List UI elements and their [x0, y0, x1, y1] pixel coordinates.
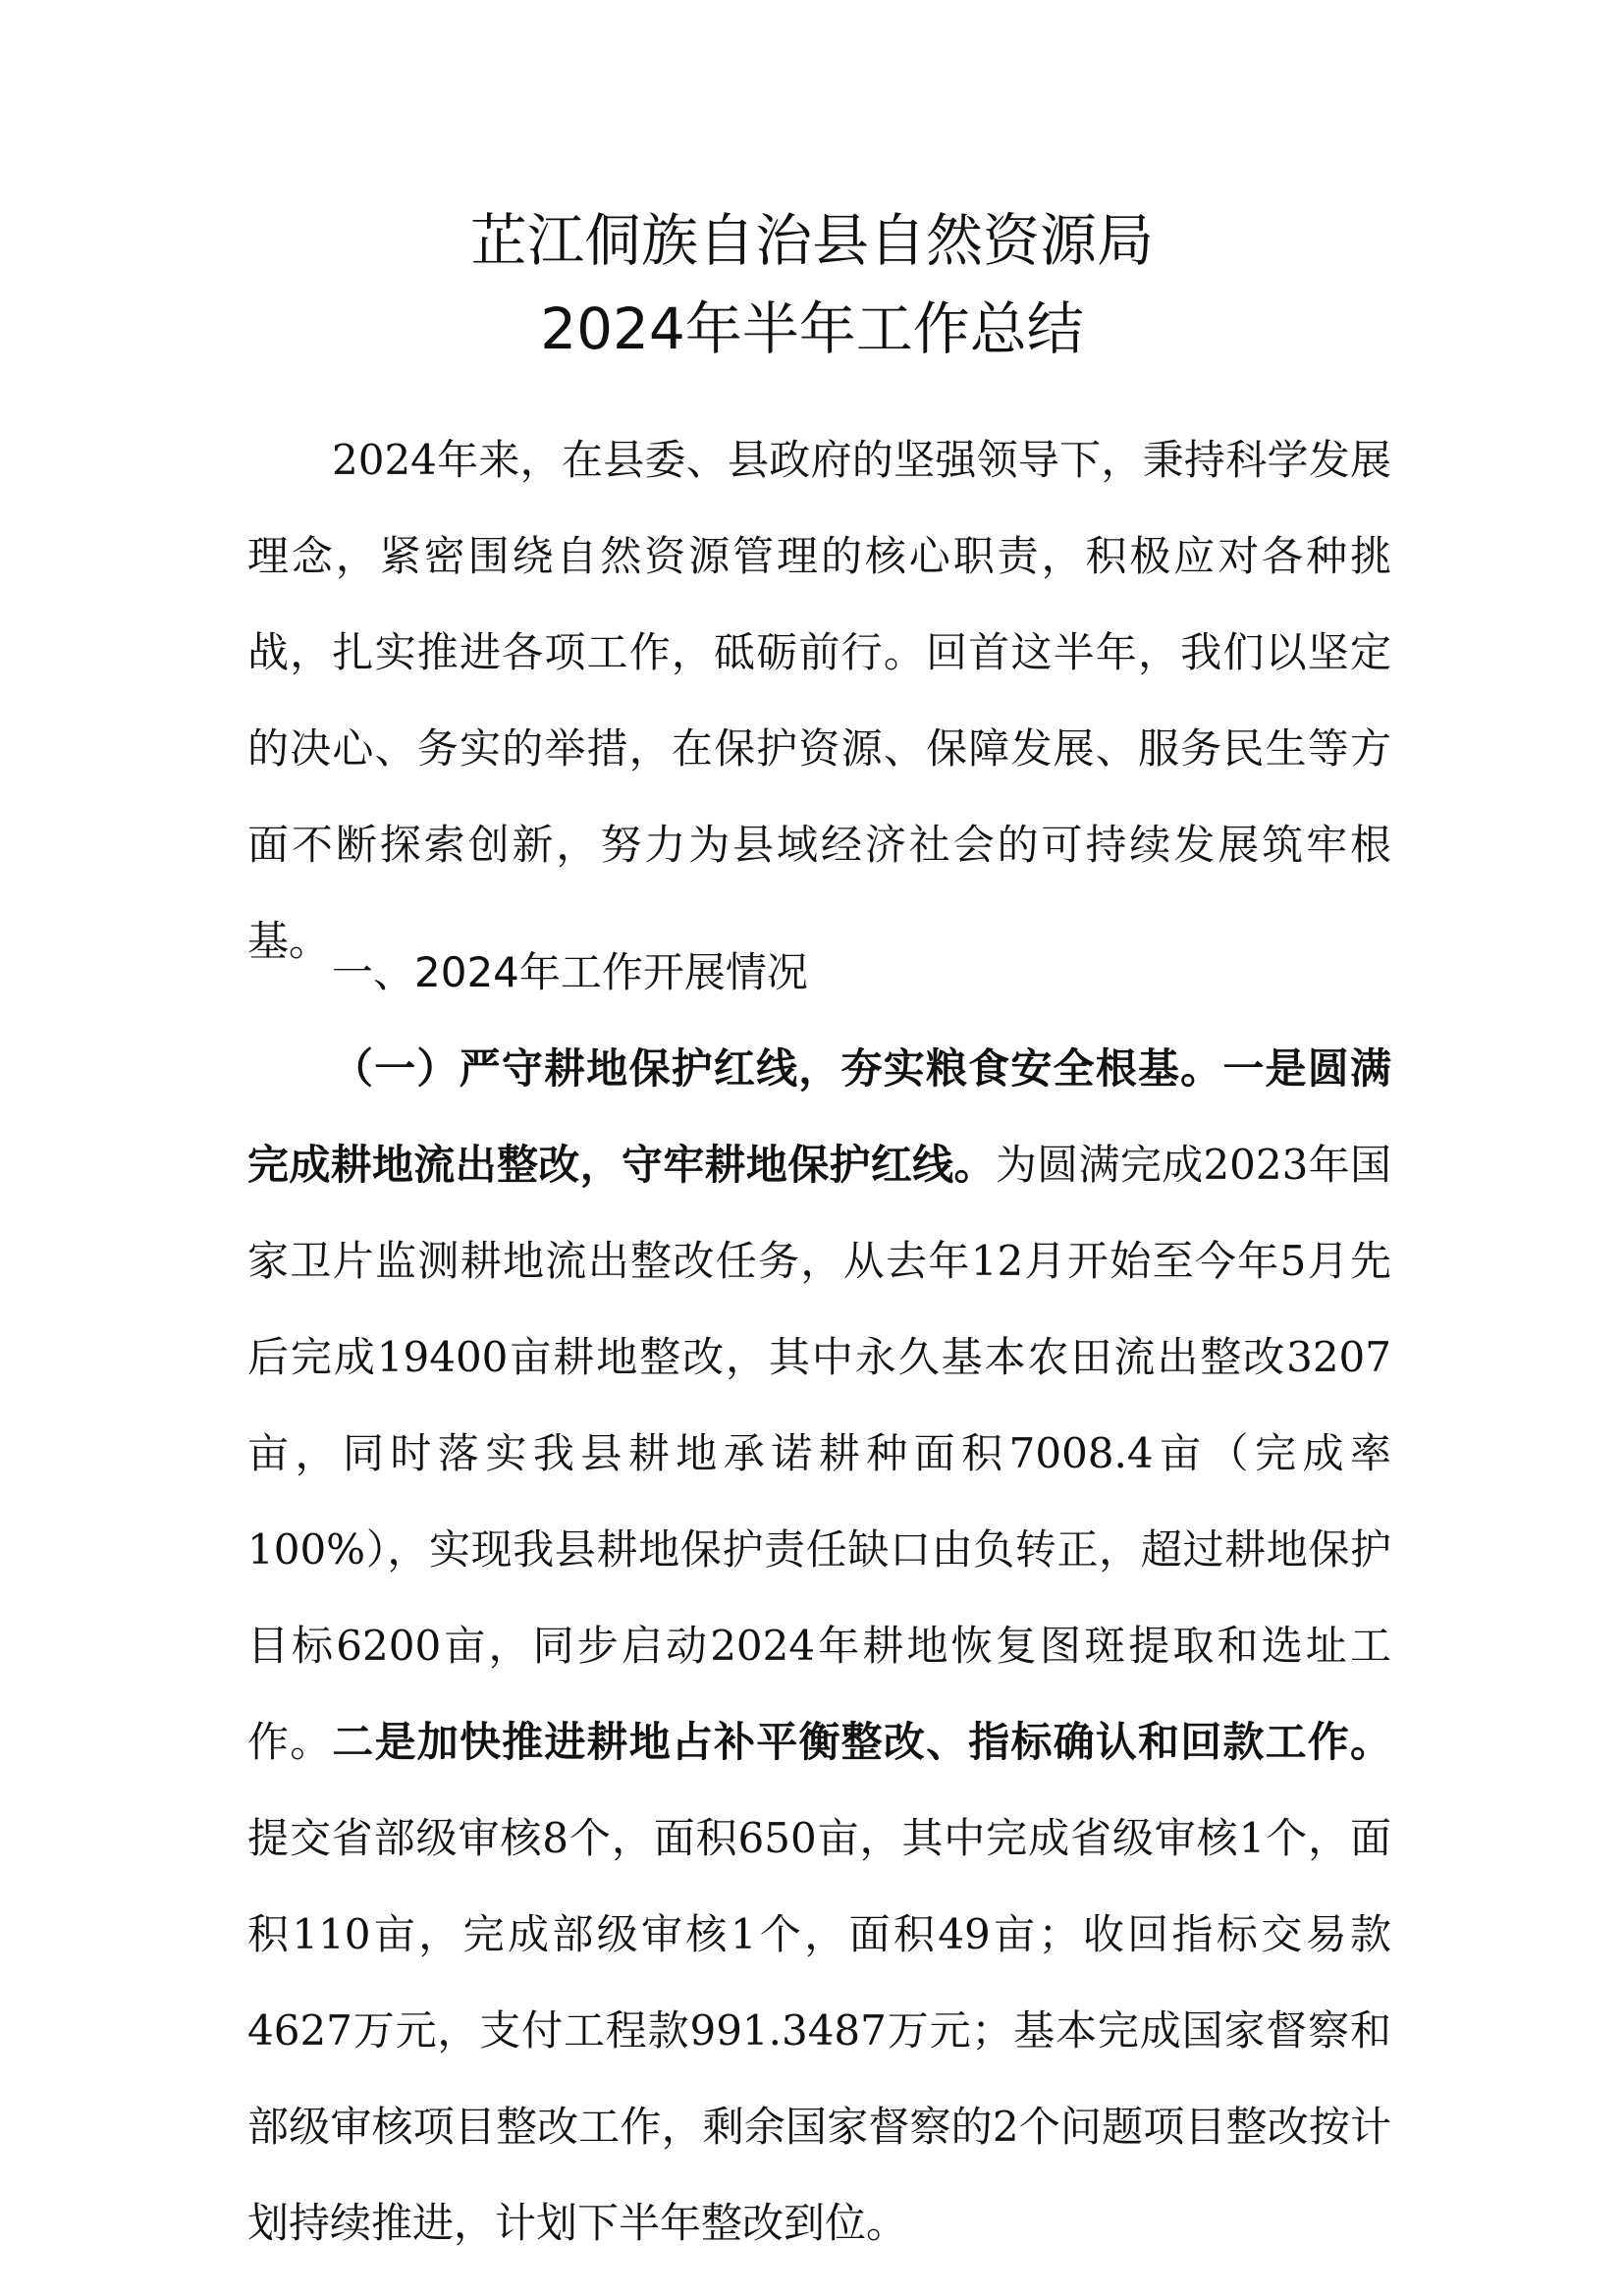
point2-text: 提交省部级审核8个，面积650亩，其中完成省级审核1个，面积110亩，完成部级审核1个，面积49亩；收回指标交易款4627万元，支付工程款991.3487万元；基本完成国家督察和部级审核项目整改工作，剩余国家督察的2个问题项目整改按计划持续推进，计划下半年整改到位。	[247, 1814, 1391, 2247]
document-title-line1: 芷江侗族自治县自然资源局	[469, 207, 1154, 274]
section1-heading: （一）严守耕地保护红线，夯实粮食安全根基。一是	[332, 1044, 1308, 1093]
point1-bold: 圆满完成耕地流出整改，守牢耕地保护红线。	[247, 1044, 1391, 1189]
point1-text: 为圆满完成2023年国家卫片监测耕地流出整改任务，从去年12月开始至今年5月先后完成19400亩耕地整改，其中永久基本农田流出整改3207亩，同时落实我县耕地承诺耕种面积7008.4亩（完成率100%），实现我县耕地保护责任缺口由负转正，超过耕地保护目标6200亩，同步启动2024年耕地恢复图斑提取和选址工作。	[247, 1141, 1391, 1766]
section1-paragraph	[247, 1021, 1391, 2271]
section-heading: 一、2024年工作开展情况	[332, 948, 808, 996]
point2-bold: 二是加快推进耕地占补平衡整改、指标确认和回款工作。	[332, 1718, 1391, 1766]
intro-paragraph: 2024年来，在县委、县政府的坚强领导下，秉持科学发展理念，紧密围绕自然资源管理的核心职责，积极应对各种挑战，扎实推进各项工作，砥砺前行。回首这半年，我们以坚定的决心、务实的举措，在保护资源、保障发展、服务民生等方面不断探索创新，努力为县域经济社会的可持续发展筑牢根基。	[247, 436, 1391, 965]
document-title-line2: 2024年半年工作总结	[540, 295, 1084, 362]
